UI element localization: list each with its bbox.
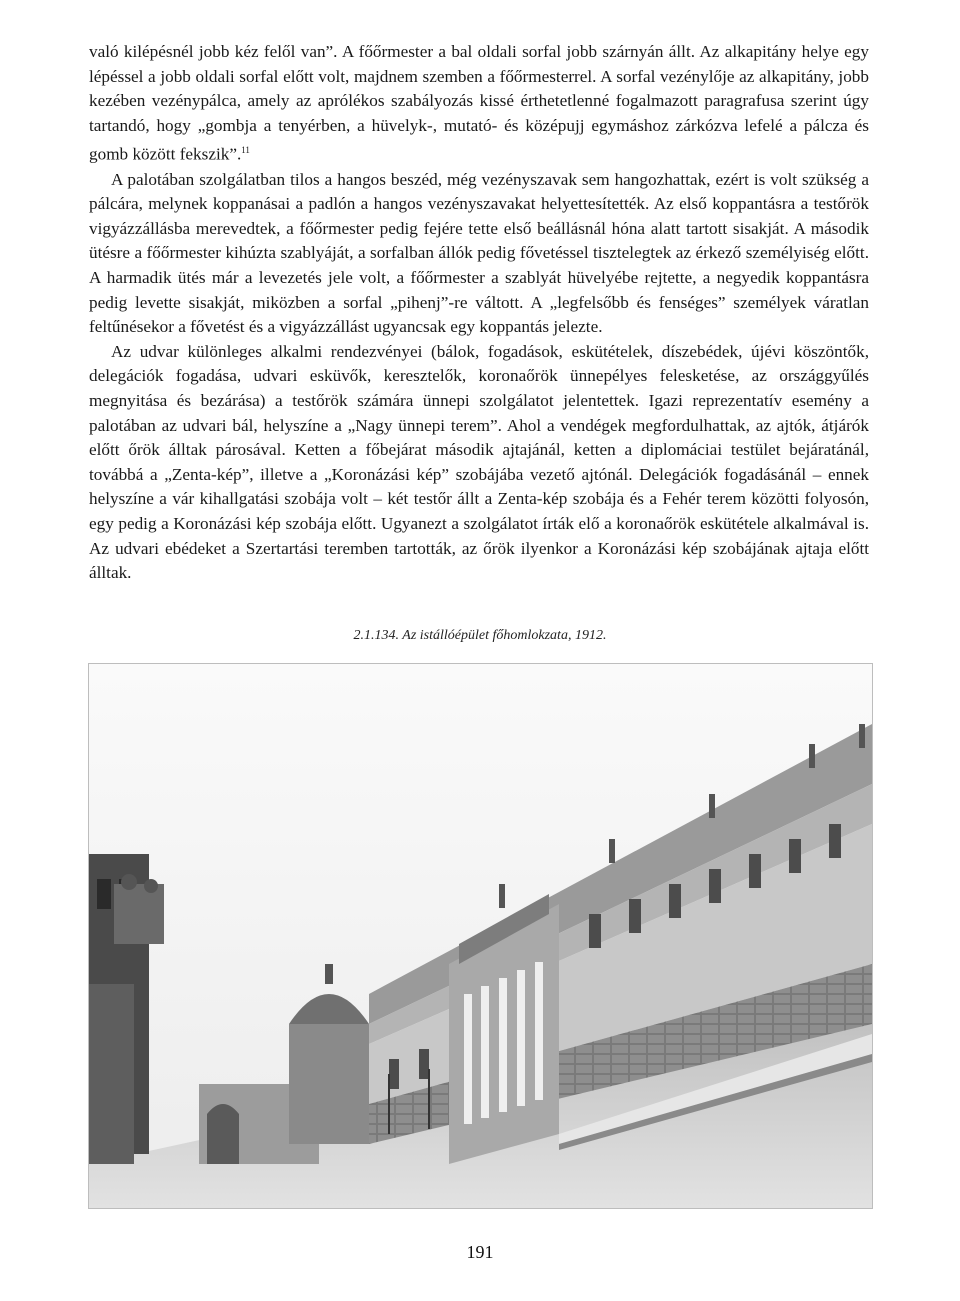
stable-building-photo: [88, 663, 873, 1209]
paragraph-3: Az udvar különleges alkalmi rendezvényei (bálok, fogadások, eskütételek, díszebédek, újévi köszöntők, delegációk fogadása, udvari esküvők, keresztelők, koronaőrök ünnepélyes felesketése, az országgyűlés megnyitása és bezárása) a testőrök számára ünnepi szolgálatot jelentettek. Igazi reprezentatív esemény a palotában az udvari bál, helyszíne a „Nagy ünnepi terem”. Ahol a vendégek megfordulhattak, az ajtók, átjárók előtt őrök álltak párosával. Ketten a főbejárat második ajtajánál, ketten a diplomáciai testület bejáratánál, továbbá a „Zenta-kép”, illetve a „Koronázási kép” szobájába vezető ajtónál. Delegációk fogadásánál – ennek helyszíne a vár kihallgatási szobája volt – két testőr állt a Zenta-kép szobája és a Fehér terem közötti folyosón, egy pedig a Koronázási kép szobája előtt. Ugyanezt a szolgálatot írták elő a koronaőrök eskütétele alkalmával is. Az udvari ebédeket a Szertartási teremben tartották, az őrök ilyenkor a Koronázási kép szobájának ajtaja előtt álltak.: [89, 341, 869, 583]
page-number: 191: [466, 1242, 494, 1262]
paragraph-1: való kilépésnél jobb kéz felől van”. A főőrmester a bal oldali sorfal jobb szárnyán állt. Az alkapitány helye egy lépéssel a jobb oldali sorfal előtt volt, majdnem szemben a főőrmesterrel. A sorfal vezénylője az alkapitány, jobb kezében vezénypálca, amely az aprólékos szabályozás kissé érthetetlenné fogalmazott paragrafusa szerint úgy tartandó, hogy „gombja a tenyérben, a hüvelyk-, mutató- és középujj egymáshoz zárkózva lefelé a pálcza és gomb között fekszik”.$^{11}$: [89, 42, 869, 165]
body-text: [89, 40, 869, 586]
footnote-ref: 11: [241, 145, 250, 156]
figure-caption: 2.1.134. Az istállóépület főhomlokzata, 1912.: [353, 628, 607, 643]
paragraph-2: A palotában szolgálatban tilos a hangos beszéd, még vezényszavak sem hangozhattak, ezért is volt szükség a pálcára, melynek koppanásai a padlón a hangos vezényszavakat helyettesítették. Az első koppantásra a testőrök vigyázzállásba merevedtek, a főőrmester pedig fejére tette első beállásnál hóna alatt tartott sisakját. A második ütésre a főőrmester kihúzta szablyáját, a sorfalban állók pedig fővetéssel tisztelegtek az érkező személyiség előtt. A harmadik ütés már a levezetés jele volt, a főőrmester a szablyát hüvelyébe rejtette, a negyedik koppantásra pedig levette sisakját, miközben a sorfal „pihenj”-re váltott. A „legfelsőbb és fenséges” személyek váratlan feltűnésekor a fővetést és a vigyázzállást ugyancsak egy koppantás jelezte.: [89, 169, 869, 337]
